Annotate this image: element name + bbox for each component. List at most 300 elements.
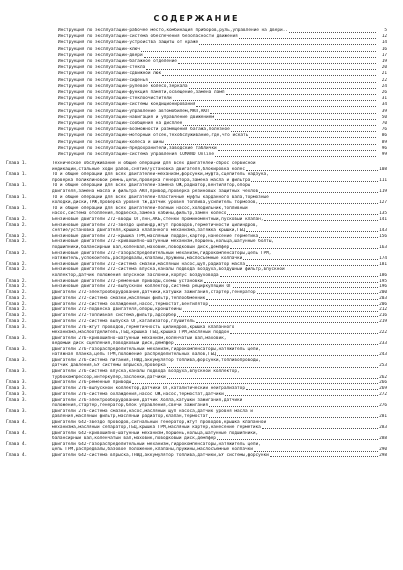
chapter-page: 266 xyxy=(379,380,387,386)
leader-dots xyxy=(149,82,376,83)
chapter-page: 262 xyxy=(379,374,387,380)
toc-entry-page: 99 xyxy=(381,152,387,158)
chapter-line xyxy=(52,330,387,335)
chapter-label: Глава 3. xyxy=(6,408,28,414)
chapter-line-text: Двигатели 276-выпускной коллектор,датчики ОГ,каталитический нейтрализатор xyxy=(52,386,245,392)
chapter-line-text: ТО и общие операции для всех двигателей-пластичные муфты карданного вала,тормозные xyxy=(52,194,269,200)
chapter-line-text: механизма,масляный сепаратор,ГБЦ,крышка ГРМ,масляный картер,нанесение герметика xyxy=(52,425,261,431)
leader-dots xyxy=(173,100,376,101)
leader-dots xyxy=(246,265,378,266)
chapter-entry[interactable] xyxy=(6,420,387,431)
chapter-line xyxy=(52,307,387,312)
chapter-body xyxy=(52,369,387,380)
chapter-page: 200 xyxy=(379,290,387,296)
chapter-page: 272 xyxy=(379,391,387,397)
chapter-label: Глава 1. xyxy=(6,161,28,167)
chapter-line xyxy=(52,447,387,452)
toc-entry-text: Инструкция по эксплуатации-рулевое колесо,зеркала xyxy=(58,83,188,89)
chapter-body xyxy=(52,251,387,262)
leader-dots xyxy=(259,192,378,193)
chapter-page: 281 xyxy=(379,414,387,420)
chapter-line-text: натяжная планка,цепь ГРМ,положение распределительных валов,ГБЦ xyxy=(52,352,216,358)
toc-entry-page: 50 xyxy=(381,114,387,120)
toc-entry[interactable] xyxy=(58,152,387,158)
leader-dots xyxy=(196,322,378,323)
chapter-line xyxy=(52,341,387,346)
toc-entry-page: 12 xyxy=(381,34,387,40)
leader-dots xyxy=(146,69,376,70)
chapter-line-text: Двигатели 642-кривошипно-шатунный механизм,поршень,кольца,шатунные подшипники, xyxy=(52,431,259,437)
chapter-body xyxy=(52,172,387,183)
chapter-label: Глава 2. xyxy=(6,307,28,313)
chapters-list xyxy=(6,161,387,458)
chapter-line xyxy=(52,302,387,307)
leader-dots xyxy=(177,316,378,317)
chapter-page: 212 xyxy=(379,307,387,313)
leader-dots xyxy=(220,276,379,277)
chapter-body xyxy=(52,420,387,431)
leader-dots xyxy=(246,389,378,390)
chapter-label: Глава 2. xyxy=(6,278,28,284)
chapter-line xyxy=(52,256,387,261)
chapter-body xyxy=(52,386,387,391)
toc-entry-page: 96 xyxy=(381,145,387,151)
chapter-entry[interactable] xyxy=(6,267,387,278)
leader-dots xyxy=(167,367,378,368)
chapter-page: 111 xyxy=(379,177,387,183)
chapter-label: Глава 3. xyxy=(6,380,28,386)
chapter-entry[interactable] xyxy=(6,369,387,380)
chapter-entry[interactable] xyxy=(6,347,387,358)
chapter-page: 163 xyxy=(379,244,387,250)
chapter-label: Глава 2. xyxy=(6,233,28,239)
chapter-line-text: Двигатели 276-ременные приводы xyxy=(52,380,132,386)
leader-dots xyxy=(132,383,378,384)
chapter-label: Глава 2. xyxy=(6,313,28,319)
leader-dots xyxy=(167,378,378,379)
chapter-line-text: давления,масляный фильтр,масляный радиатор,клапан,термостат xyxy=(52,414,208,420)
leader-dots xyxy=(227,214,378,215)
chapter-label: Глава 3. xyxy=(6,391,28,397)
chapter-label: Глава 3. xyxy=(6,369,28,375)
chapter-label: Глава 4. xyxy=(6,442,28,448)
leader-dots xyxy=(259,203,378,204)
chapter-line xyxy=(52,386,387,391)
chapter-line xyxy=(52,290,387,295)
chapter-line-text: двигателя,замена масла и фильтра АКП,привод,проверка резиновых защитных чехлов xyxy=(52,188,259,194)
chapter-line-text: Двигатели 272-подвеска двигателя,опоры,кронштейны xyxy=(52,307,182,313)
chapter-label: Глава 3. xyxy=(6,386,28,392)
chapter-entry[interactable] xyxy=(6,296,387,301)
toc-entry-text: Инструкция по эксплуатации-колеса и шины xyxy=(58,139,164,145)
chapter-line xyxy=(52,363,387,368)
chapter-label: Глава 2. xyxy=(6,290,28,296)
toc-entry-text: Инструкция по эксплуатации-двери xyxy=(58,52,143,58)
chapter-line xyxy=(52,228,387,233)
toc-entry-text: Инструкция по эксплуатации-управление автомобилем,МКП,АКП xyxy=(58,108,209,114)
leader-dots xyxy=(230,248,378,249)
chapter-body xyxy=(52,206,387,217)
chapter-entry[interactable] xyxy=(6,386,387,391)
leader-dots xyxy=(239,38,376,39)
chapter-entry[interactable] xyxy=(6,319,387,324)
leader-dots xyxy=(218,150,376,151)
toc-entry-text: Инструкция по эксплуатации-стекла xyxy=(58,65,146,71)
chapter-page: 276 xyxy=(379,403,387,409)
chapter-line xyxy=(52,284,387,289)
leader-dots xyxy=(175,344,378,345)
chapter-line-text: положения,стартер,генератор,блок управления,свечи зажигания xyxy=(52,403,208,409)
chapter-page: 108 xyxy=(379,166,387,172)
toc-entry-text: Инструкция по эксплуатации-функция памяти,освещение,замена ламп xyxy=(58,90,225,96)
leader-dots xyxy=(262,428,378,429)
toc-entry-page: 17 xyxy=(381,52,387,58)
leader-dots xyxy=(246,231,378,232)
toc-entry-text: Инструкция по эксплуатации-устройства защиты от краже xyxy=(58,40,199,46)
chapter-line-text: Бензиновые двигатели 272-вводы ОГ,пнн,АКБ,стенки проминоментный,пусковый клапан, xyxy=(52,216,264,222)
chapter-line-text: Двигатели 276-газораспределительный механизм,гидрокомпенсаторы,натяжитель цепи, xyxy=(52,347,261,353)
chapter-body xyxy=(52,234,387,239)
chapter-line-text: Двигатели 276-жгут проводов,герметичность цилиндров,крышка клапанного xyxy=(52,324,235,330)
chapter-line-text: Двигатели 642-газораспределительный механизм,гидрокомпенсаторы,натяжитель цепи, xyxy=(52,442,261,448)
chapter-line-text: насос,система отопления,подвеска,замена кабины,фильтр,замен колесо xyxy=(52,210,227,216)
chapter-page: 174 xyxy=(379,255,387,261)
chapter-line-text: Двигатели 276-электрооборудование,датчик Холла,катушки зажигания,датчики xyxy=(52,397,243,403)
chapter-line-text: колодки,диски,ТРЖ,проверка уровня тж,датчик уровня топлива,усилитель тормозов, xyxy=(52,199,259,205)
chapter-line-text: датчик давления,БУ системы впрыска,проверка xyxy=(52,363,166,369)
chapter-body xyxy=(52,358,387,369)
instructions-list xyxy=(58,28,387,158)
chapter-entry[interactable] xyxy=(6,183,387,194)
chapter-entry[interactable] xyxy=(6,284,387,289)
chapter-page: 127 xyxy=(379,199,387,205)
chapter-line xyxy=(52,319,387,324)
chapter-body xyxy=(52,195,387,206)
chapter-line-text: Двигатели 276-система смазки,насос,масляный щуп насоса,датчик уровня масла и xyxy=(52,408,253,414)
leader-dots xyxy=(264,220,378,221)
chapter-line-text: Двигатели 272-система охлаждения,насос,термостат,вентилятор xyxy=(52,301,208,307)
chapter-entry[interactable] xyxy=(6,358,387,369)
chapter-line xyxy=(52,403,387,408)
chapter-entry[interactable] xyxy=(6,279,387,284)
chapter-line xyxy=(52,425,387,430)
chapter-label: Глава 2. xyxy=(6,222,28,228)
chapter-body xyxy=(52,319,387,324)
chapter-line xyxy=(52,234,387,239)
chapter-label: Глава 2. xyxy=(6,239,28,245)
leader-dots xyxy=(144,57,376,58)
chapter-entry[interactable] xyxy=(6,453,387,458)
chapter-body xyxy=(52,313,387,318)
toc-entry-text: Инструкция по эксплуатации-сообщения на дисплее xyxy=(58,121,183,127)
chapter-page: 283 xyxy=(379,425,387,431)
chapter-line-text: Двигатели 642-система впрыска,ТНВД,аккумулятор топлива,датчики,БУ системы,форсунки xyxy=(52,453,269,459)
chapter-entry[interactable] xyxy=(6,161,387,172)
chapter-label: Глава 3. xyxy=(6,324,28,330)
chapter-entry[interactable] xyxy=(6,251,387,262)
leader-dots xyxy=(257,293,379,294)
leader-dots xyxy=(209,417,378,418)
chapter-entry[interactable] xyxy=(6,325,387,336)
chapter-page: 222 xyxy=(379,330,387,336)
chapter-page: 156 xyxy=(379,233,387,239)
chapter-line-text: Бензиновые двигатели 272-выпускной коллектор,система рециркуляции ОГ xyxy=(52,284,232,290)
leader-dots xyxy=(259,237,378,238)
leader-dots xyxy=(233,287,378,288)
chapter-line xyxy=(52,167,387,172)
chapter-line xyxy=(52,352,387,357)
chapter-label: Глава 2. xyxy=(6,295,28,301)
toc-entry-page: 76 xyxy=(381,127,387,133)
chapter-page: 195 xyxy=(379,278,387,284)
chapter-line xyxy=(52,189,387,194)
chapter-line-text: коллектор,датчик положения впускной заслонки,корпус воздуховода xyxy=(52,272,219,278)
chapter-label: Глава 2. xyxy=(6,216,28,222)
chapter-line-text: ТО и общие операции для всех двигателей-механизм,форсунки,муфта,сцепитель надзука, xyxy=(52,172,269,178)
chapter-body xyxy=(52,262,387,267)
chapter-body xyxy=(52,290,387,295)
chapter-entry[interactable] xyxy=(6,172,387,183)
leader-dots xyxy=(196,106,376,107)
chapter-line xyxy=(52,414,387,419)
chapter-label: Глава 2. xyxy=(6,284,28,290)
leader-dots xyxy=(289,32,376,33)
leader-dots xyxy=(189,88,376,89)
chapter-body xyxy=(52,325,387,336)
chapter-line xyxy=(52,296,387,301)
leader-dots xyxy=(204,282,378,283)
chapter-label: Глава 2. xyxy=(6,261,28,267)
leader-dots xyxy=(183,311,379,312)
chapter-line-text: турбокомпрессор,интеркулер,заслонки,датчики xyxy=(52,374,166,380)
chapter-page: 216 xyxy=(379,313,387,319)
chapter-page: 233 xyxy=(379,341,387,347)
chapter-entry[interactable] xyxy=(6,442,387,453)
toc-entry-page: 70 xyxy=(381,121,387,127)
chapter-entry[interactable] xyxy=(6,313,387,318)
chapter-body xyxy=(52,183,387,194)
chapter-label: Глава 1. xyxy=(6,205,28,211)
toc-entry-text: Инструкция по эксплуатации-багажное отделение xyxy=(58,59,177,65)
chapter-line xyxy=(52,392,387,397)
chapter-entry[interactable] xyxy=(6,290,387,295)
chapter-entry[interactable] xyxy=(6,431,387,442)
chapter-line-text: ТО и общие операции для всех двигателей-полный насос,холодильник,топливный xyxy=(52,205,248,211)
chapter-body xyxy=(52,267,387,278)
chapter-line-text: Бензиновые двигатели 272-звездо цилиндр,жгут проводов,герметичности цилиндров, xyxy=(52,222,259,228)
toc-entry-text: Инструкция по эксплуатации-система обеспечения безопасности движения xyxy=(58,34,238,40)
chapter-body xyxy=(52,161,387,172)
chapter-line-text: Бензиновые двигатели 272-система впуска,каналы подвода воздуха,воздушный фильтр,впускной xyxy=(52,267,285,273)
leader-dots xyxy=(217,439,378,440)
chapter-body xyxy=(52,380,387,385)
page-title: СОДЕРЖАНИЕ xyxy=(153,14,240,23)
chapter-label: Глава 1. xyxy=(6,172,28,178)
leader-dots xyxy=(209,305,378,306)
chapter-label: Глава 3. xyxy=(6,397,28,403)
leader-dots xyxy=(249,137,376,138)
chapter-page: 119 xyxy=(379,188,387,194)
toc-entry-page: 14 xyxy=(381,40,387,46)
chapter-entry[interactable] xyxy=(6,336,387,347)
chapter-label: Глава 4. xyxy=(6,431,28,437)
chapter-line-text: Двигатели 276-система охлаждения,насос ОЖ,насос,термостат,датчики xyxy=(52,391,224,397)
chapter-entry[interactable] xyxy=(6,392,387,397)
chapter-line-text: подшипники,балансирный вал,коленвал,маховик,поводковый диск,демпфер xyxy=(52,244,230,250)
chapter-label: Глава 3. xyxy=(6,358,28,364)
toc-entry-page: 26 xyxy=(381,90,387,96)
chapter-page: 253 xyxy=(379,363,387,369)
leader-dots xyxy=(162,75,376,76)
leader-dots xyxy=(209,406,378,407)
chapter-page: 206 xyxy=(379,301,387,307)
toc-entry-page: 22 xyxy=(381,77,387,83)
toc-entry-page: 19 xyxy=(381,59,387,65)
chapter-entry[interactable] xyxy=(6,302,387,307)
chapter-line-text: Двигатели 272-система смазки,масляный фильтр,теплообменник xyxy=(52,295,206,301)
leader-dots xyxy=(231,131,376,132)
chapter-entry[interactable] xyxy=(6,234,387,239)
chapter-body xyxy=(52,284,387,289)
chapter-label: Глава 4. xyxy=(6,453,28,459)
chapter-page: 181 xyxy=(379,261,387,267)
leader-dots xyxy=(215,156,376,157)
chapter-line xyxy=(52,279,387,284)
chapter-body xyxy=(52,442,387,453)
toc-entry-page: 39 xyxy=(381,108,387,114)
chapter-line-text: индикации,стальные ходи ралов,снятие/установка двигателя,блокировка колес xyxy=(52,166,245,172)
toc-entry-text: Инструкция по эксплуатации-навигация и управление движением xyxy=(58,114,214,120)
chapter-line xyxy=(52,262,387,267)
chapter-label: Глава 2. xyxy=(6,267,28,273)
chapter-page: 196 xyxy=(379,284,387,290)
chapter-line-text: Бензиновые двигатели 272-крышка ГРМ,масляный поддон,картер,нанесение герметика xyxy=(52,233,259,239)
toc-entry-text: Инструкция по эксплуатации-рабочее место,комбинация приборов,руль,управление на двери.. xyxy=(58,28,288,33)
chapter-line-text: Двигатели 276-кривошипно-шатунный механизм,коленчатый вал,маховик, xyxy=(52,335,227,341)
chapter-page: 288 xyxy=(379,436,387,442)
chapter-line-text: ведомый диск сцепления,поводковый диск,демпфер xyxy=(52,341,174,347)
toc-entry-text: Инструкция по эксплуатации-сиденья xyxy=(58,77,148,83)
chapter-body xyxy=(52,239,387,250)
toc-entry-text: Инструкция по эксплуатации-система управления COMAND Online xyxy=(58,152,214,158)
chapter-line-text: Двигатели 642-звездо проводов,сигнальный генератор,жгут проводов,крышка клапанной xyxy=(52,419,267,425)
chapter-label: Глава 1. xyxy=(6,194,28,200)
toc-entry-text: Инструкция по эксплуатации-стеклоочистители xyxy=(58,96,172,102)
chapter-line-text: Двигатели 272-система выпуска ОГ,катализатор,глушитель xyxy=(52,319,195,325)
chapter-line xyxy=(52,200,387,205)
chapter-label: Глава 2. xyxy=(6,250,28,256)
chapter-line xyxy=(52,217,387,222)
chapter-body xyxy=(52,223,387,234)
chapter-line xyxy=(52,273,387,278)
chapter-page: 141 xyxy=(379,216,387,222)
chapter-entry[interactable] xyxy=(6,195,387,206)
chapter-line xyxy=(52,245,387,250)
chapter-page: 203 xyxy=(379,295,387,301)
chapter-body xyxy=(52,392,387,397)
chapter-entry[interactable] xyxy=(6,217,387,222)
chapter-page: 135 xyxy=(379,210,387,216)
chapter-page: 269 xyxy=(379,386,387,392)
leader-dots xyxy=(226,94,376,95)
leader-dots xyxy=(141,51,376,52)
toc-entry-text: Инструкция по эксплуатации-системы кондиционирования xyxy=(58,102,196,108)
chapter-line-text: снятие/установка двигателя,крышка клапанного механизма,затяжка крышки,ГБЦ xyxy=(52,227,245,233)
chapter-line-text: Бензиновые двигатели 272-газораспределительный механизм,гидрокомпенсаторы,цепь ГРМ, xyxy=(52,250,272,256)
chapter-entry[interactable] xyxy=(6,380,387,385)
toc-entry-page: 5 xyxy=(384,28,387,33)
toc-entry-text: Инструкция по эксплуатации-сдвижной люк xyxy=(58,71,162,77)
chapter-line-text: цепь ГРМ,распредвалы,базовое положение,клапаны,пружины,маслосъемные колпачки xyxy=(52,447,253,453)
chapter-entry[interactable] xyxy=(6,307,387,312)
leader-dots xyxy=(243,259,378,260)
toc-entry-text: Инструкция по эксплуатации-возможности размещения багажа,полезное xyxy=(58,127,230,133)
chapter-body xyxy=(52,307,387,312)
leader-dots xyxy=(246,170,378,171)
chapter-line-text: ТО и общие операции для всех двигателей-замена ОЖ,радиатор,вентилятор,опоры xyxy=(52,183,251,189)
chapter-entry[interactable] xyxy=(6,409,387,420)
leader-dots xyxy=(183,125,376,126)
toc-entry-page: 31 xyxy=(381,96,387,102)
chapter-body xyxy=(52,217,387,222)
chapter-line-text: Двигатели 272-электрооборудование,датчики,катушки зажигания,стартер,генератор xyxy=(52,290,256,296)
chapter-line-text: Бензиновые двигатели 272-кривошипно-шатунный механизм,поршень,кольца,шатунные болты, xyxy=(52,239,275,245)
leader-dots xyxy=(206,299,378,300)
chapter-line-text: Бензиновые двигатели 272-система смазки,масляный насос,щуп,радиатор масла xyxy=(52,261,245,267)
chapter-label: Глава 4. xyxy=(6,419,28,425)
chapter-body xyxy=(52,302,387,307)
chapter-entry[interactable] xyxy=(6,262,387,267)
chapter-label: Глава 3. xyxy=(6,335,28,341)
chapter-label: Глава 3. xyxy=(6,347,28,353)
leader-dots xyxy=(230,333,378,334)
toc-entry-text: Инструкция по эксплуатации-моторный отсек,техобслуживание,где,что искать xyxy=(58,133,249,139)
leader-dots xyxy=(215,119,376,120)
chapter-line xyxy=(52,313,387,318)
toc-entry-page: 89 xyxy=(381,139,387,145)
chapter-entry[interactable] xyxy=(6,223,387,234)
chapter-body xyxy=(52,347,387,358)
chapter-line-text: Техническое обслуживание и общие операции для всех двигателей-сброс сервисной xyxy=(52,161,256,167)
chapter-label: Глава 2. xyxy=(6,319,28,325)
chapter-entry[interactable] xyxy=(6,239,387,250)
chapter-page: 243 xyxy=(379,352,387,358)
chapter-label: Глава 2. xyxy=(6,301,28,307)
toc-entry-page: 34 xyxy=(381,102,387,108)
chapter-line xyxy=(52,375,387,380)
chapter-line-text: балансирный вал,коленчатый вал,маховик,поводковый диск,демпфер xyxy=(52,436,216,442)
chapter-label: Глава 1. xyxy=(6,183,28,189)
chapter-line-text: Бензиновые двигатели 272-ременные приводы,схемы установки xyxy=(52,278,203,284)
chapter-body xyxy=(52,336,387,347)
chapter-body xyxy=(52,296,387,301)
chapter-line xyxy=(52,453,387,458)
chapter-line-text: механизма,маслоотделитель,ГБЦ,крышка ГБЦ,крышка ГРМ,масляный поддон xyxy=(52,330,230,336)
leader-dots xyxy=(270,456,378,457)
leader-dots xyxy=(165,144,376,145)
leader-dots xyxy=(251,181,378,182)
leader-dots xyxy=(178,63,376,64)
chapter-body xyxy=(52,431,387,442)
toc-entry-page: 86 xyxy=(381,133,387,139)
chapter-page: 143 xyxy=(379,227,387,233)
leader-dots xyxy=(254,451,378,452)
chapter-entry[interactable] xyxy=(6,398,387,409)
chapter-page: 290 xyxy=(379,447,387,453)
chapter-line xyxy=(52,178,387,183)
chapter-entry[interactable] xyxy=(6,206,387,217)
chapter-body xyxy=(52,453,387,458)
